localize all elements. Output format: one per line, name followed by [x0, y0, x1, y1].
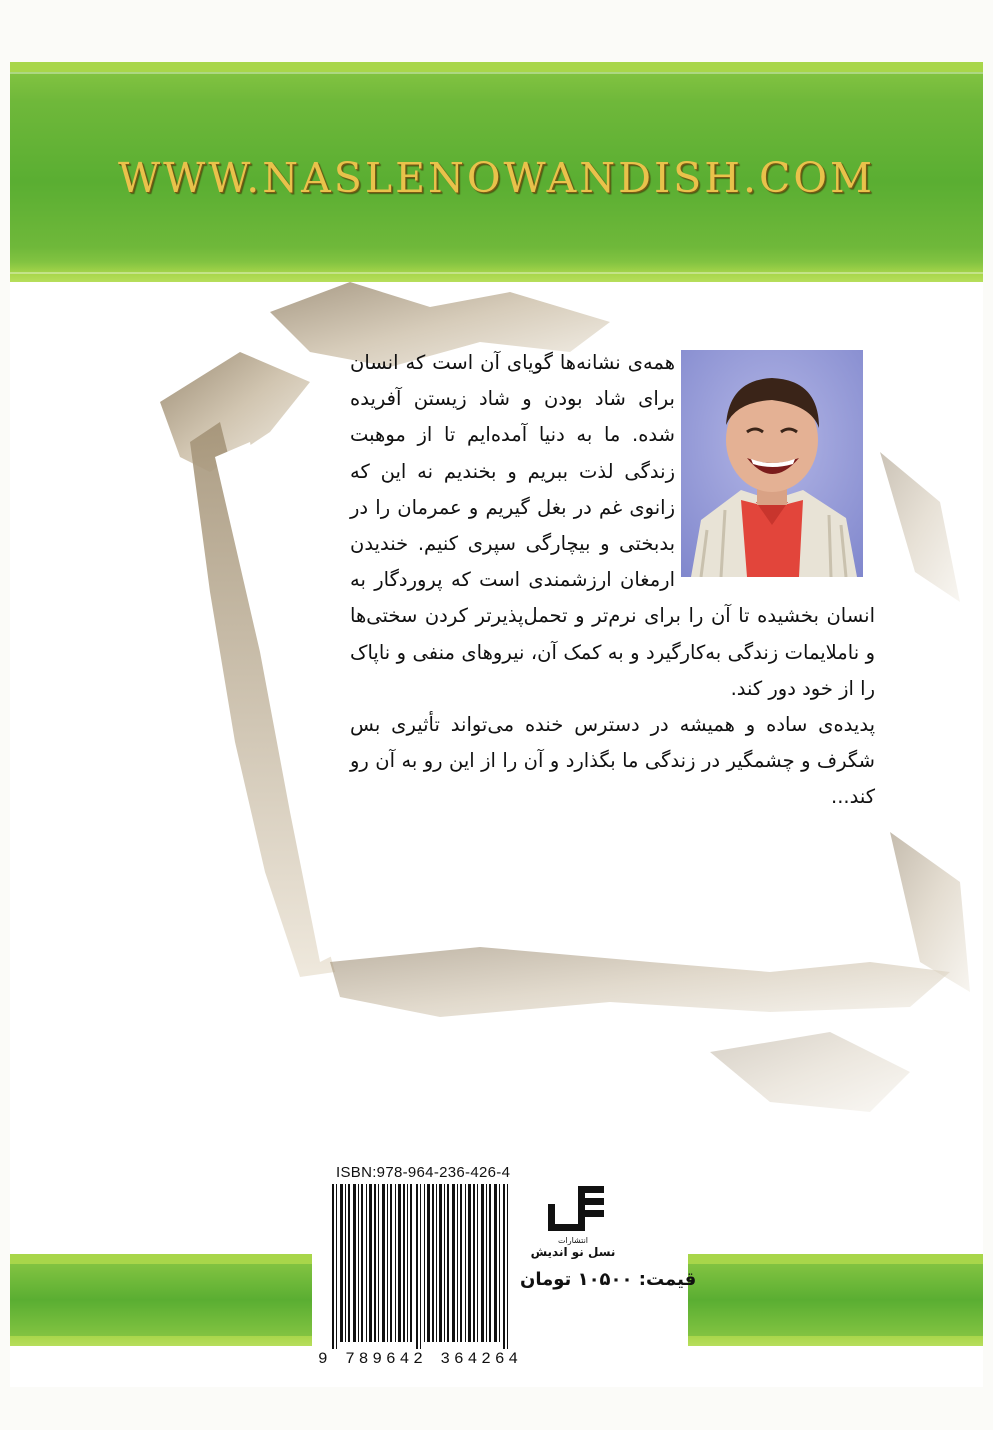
- blurb-paragraph-1: همه‌ی نشانه‌ها گویای آن است که انسان برای شاد بودن و شاد زیستن آفریده شده. ما به دنیا آمده‌ایم تا از موهبت زندگی لذت ببریم و بخندیم نه این که زانوی غم در بغل گیریم و عمرمان را در بدبختی و بیچارگی سپری کنیم. خندیدن ارمغان ارزشمندی است که پروردگار به انسان بخشیده تا آن را برای نرم‌تر و تحمل‌پذیرتر کردن سختی‌ها و ناملایمات زندگی به‌کارگیرد و به کمک آن، نیروهای منفی و ناپاک را از خود دور کند.: [350, 351, 875, 700]
- publisher-name: انتشارات نسل نو اندیش: [530, 1236, 616, 1259]
- top-green-band: [10, 62, 983, 282]
- barcode-digits: 9 789642 364264: [318, 1350, 523, 1368]
- back-cover: [10, 62, 983, 1387]
- publisher-logo-icon: [538, 1186, 608, 1236]
- price-label: قیمت: ۱۰۵۰۰ تومان: [520, 1269, 697, 1290]
- isbn-label: ISBN:978-964-236-426-4: [336, 1164, 511, 1181]
- book-blurb: [350, 345, 875, 865]
- publisher-website: WWW.NASLENOWANDISH.COM: [118, 154, 875, 202]
- barcode-icon: [332, 1184, 512, 1349]
- blurb-paragraph-2: پدیده‌ی ساده و همیشه در دسترس خنده می‌تواند تأثیری بس شگرف و چشمگیر در زندگی ما بگذارد و آن را از این رو به آن رو کند...: [350, 713, 875, 809]
